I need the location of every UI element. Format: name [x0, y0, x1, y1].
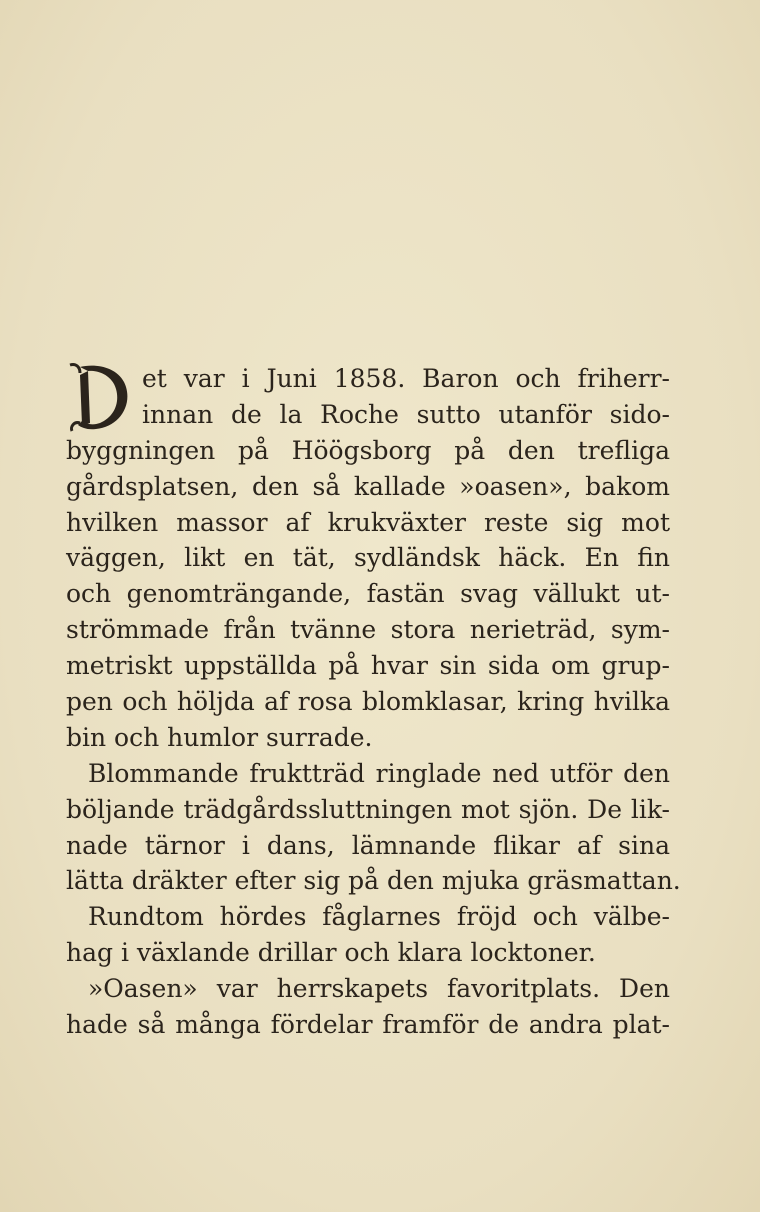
text-line: väggen, likt en tät, sydländsk häck. En fin: [66, 543, 670, 573]
text-line: hade så många fördelar framför de andra plat-: [66, 1010, 670, 1040]
text-line: hvilken massor af krukväxter reste sig mot: [66, 507, 670, 537]
text-line: bin och humlor surrade.: [66, 722, 373, 752]
text-line: böljande trädgårdssluttningen mot sjön. De lik-: [66, 794, 670, 824]
text-line: strömmade från tvänne stora nerieträd, sym-: [66, 615, 670, 645]
drop-cap-letter: D: [67, 362, 68, 363]
text-line: et var i Juni 1858. Baron och friherr-: [142, 364, 670, 393]
text-line: pen och höljda af rosa blomklasar, kring hvilka: [66, 687, 670, 717]
text-line: och genomträngande, fastän svag vällukt ut-: [66, 579, 670, 609]
text-line: Blommande fruktträd ringlade ned utför den: [88, 758, 670, 788]
text-line: metriskt uppställda på hvar sin sida om grup-: [66, 651, 670, 681]
text-line: »Oasen» var herrskapets favoritplats. Den: [88, 974, 670, 1004]
text-line: nade tärnor i dans, lämnande flikar af sina: [66, 830, 670, 860]
text-line: gårdsplatsen, den så kallade »oasen», bakom: [66, 471, 670, 501]
text-line: byggningen på Höögsborg på den trefliga: [66, 435, 670, 465]
text-line: Rundtom hördes fåglarnes fröjd och välbe-: [88, 902, 670, 932]
text-line: hag i växlande drillar och klara locktoner.: [66, 938, 596, 968]
text-line: innan de la Roche sutto utanför sido-: [142, 399, 670, 429]
text-line: lätta dräkter efter sig på den mjuka gräsmattan.: [66, 866, 681, 896]
text-block: [66, 361, 681, 1043]
drop-cap-d: [66, 361, 136, 433]
